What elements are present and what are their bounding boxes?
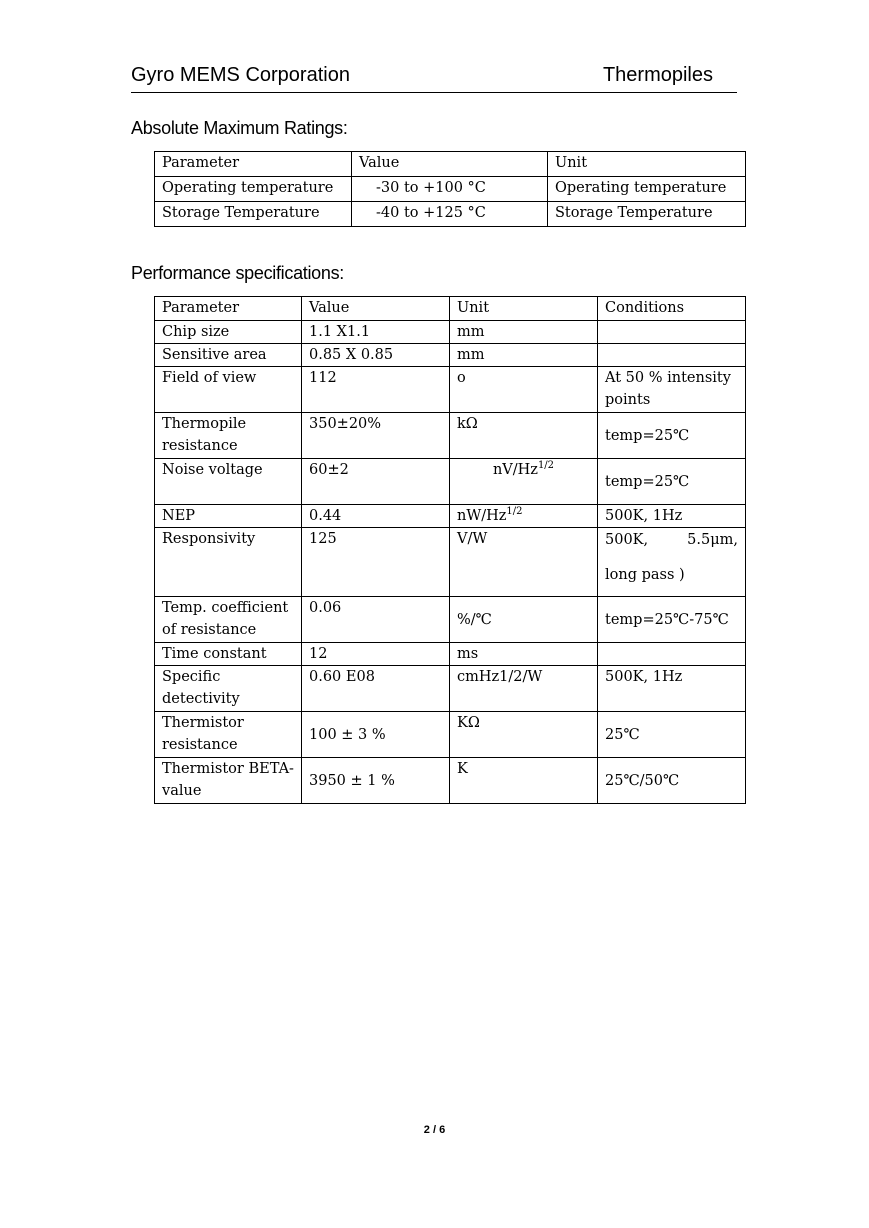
value-cell: 350±20%: [302, 413, 450, 459]
value-cell: 112: [302, 367, 450, 413]
unit-superscript: 1/2: [506, 506, 523, 517]
table-row: [155, 597, 746, 643]
header-cell: Value: [352, 152, 548, 177]
absolute-max-title: Absolute Maximum Ratings:: [131, 118, 348, 138]
unit-cell: ms: [450, 643, 598, 666]
param-cell: Temp. coefficient of resistance: [155, 597, 302, 643]
unit-cell: KΩ: [450, 712, 598, 758]
header-cell: Value: [302, 297, 450, 321]
unit-cell: o: [450, 367, 598, 413]
table-row: [155, 712, 746, 758]
table-row: [155, 367, 746, 413]
value-cell: 0.44: [302, 505, 450, 528]
company-name: Gyro MEMS Corporation: [131, 64, 350, 86]
table-row: [155, 413, 746, 459]
condition-cell: 25℃: [598, 712, 746, 758]
header-cell: Parameter: [155, 297, 302, 321]
condition-line: long pass ): [605, 567, 685, 583]
table-row: [155, 202, 746, 227]
header-cell: Conditions: [598, 297, 746, 321]
unit-cell: %/℃: [450, 597, 598, 643]
unit-cell: [450, 505, 598, 528]
unit-text: nV/Hz: [492, 462, 538, 478]
value-cell: -40 to +125 °C: [352, 202, 548, 227]
condition-cell: [598, 321, 746, 344]
param-cell: Thermistor BETA-value: [155, 758, 302, 804]
value-cell: 1.1 X1.1: [302, 321, 450, 344]
condition-cell: 500K, 1Hz: [598, 666, 746, 712]
page-header: [131, 62, 737, 93]
param-cell: Noise voltage: [155, 459, 302, 505]
table-row: [155, 666, 746, 712]
condition-line: [605, 529, 738, 551]
value-cell: 3950 ± 1 %: [302, 758, 450, 804]
header-cell: Unit: [548, 152, 746, 177]
param-cell: Thermistor resistance: [155, 712, 302, 758]
table-row: [155, 528, 746, 597]
absolute-max-table: [154, 151, 746, 227]
value-cell: 60±2: [302, 459, 450, 505]
performance-title: Performance specifications:: [131, 263, 344, 283]
table-row: [155, 177, 746, 202]
unit-superscript: 1/2: [537, 460, 555, 471]
param-cell: Field of view: [155, 367, 302, 413]
param-cell: Thermopile resistance: [155, 413, 302, 459]
unit-cell: mm: [450, 321, 598, 344]
value-cell: 0.85 X 0.85: [302, 344, 450, 367]
unit-cell: Storage Temperature: [548, 202, 746, 227]
value-cell: 100 ± 3 %: [302, 712, 450, 758]
table-row: [155, 758, 746, 804]
table-header-row: [155, 297, 746, 321]
table-row: [155, 505, 746, 528]
header-cell: Unit: [450, 297, 598, 321]
condition-part: 5.5μm,: [687, 532, 738, 548]
param-cell: Responsivity: [155, 528, 302, 597]
value-cell: 0.06: [302, 597, 450, 643]
unit-cell: Operating temperature: [548, 177, 746, 202]
param-cell: Specific detectivity: [155, 666, 302, 712]
condition-cell: 500K, 1Hz: [598, 505, 746, 528]
condition-cell: 25℃/50℃: [598, 758, 746, 804]
unit-cell: cmHz1/2/W: [450, 666, 598, 712]
unit-cell: V/W: [450, 528, 598, 597]
value-cell: 0.60 E08: [302, 666, 450, 712]
condition-part: 500K,: [605, 532, 649, 548]
param-cell: NEP: [155, 505, 302, 528]
value-cell: -30 to +100 °C: [352, 177, 548, 202]
header-cell: Parameter: [155, 152, 352, 177]
table-row: [155, 459, 746, 505]
table-row: [155, 344, 746, 367]
value-cell: 125: [302, 528, 450, 597]
product-name: Thermopiles: [602, 64, 713, 86]
table-row: [155, 643, 746, 666]
param-cell: Time constant: [155, 643, 302, 666]
param-cell: Storage Temperature: [155, 202, 352, 227]
param-cell: Chip size: [155, 321, 302, 344]
page-number: 2 / 6: [423, 1124, 446, 1136]
table-header-row: [155, 152, 746, 177]
condition-cell: [598, 643, 746, 666]
condition-cell: [598, 528, 746, 597]
unit-cell: mm: [450, 344, 598, 367]
unit-cell: kΩ: [450, 413, 598, 459]
condition-cell: temp=25℃-75℃: [598, 597, 746, 643]
value-cell: 12: [302, 643, 450, 666]
unit-cell: [450, 459, 598, 505]
table-row: [155, 321, 746, 344]
condition-cell: temp=25℃: [598, 459, 746, 505]
condition-cell: [598, 344, 746, 367]
unit-text: nW/Hz: [457, 508, 507, 524]
param-cell: Sensitive area: [155, 344, 302, 367]
condition-cell: At 50 % intensity points: [598, 367, 746, 413]
unit-cell: K: [450, 758, 598, 804]
performance-table: [154, 296, 746, 804]
param-cell: Operating temperature: [155, 177, 352, 202]
condition-cell: temp=25℃: [598, 413, 746, 459]
